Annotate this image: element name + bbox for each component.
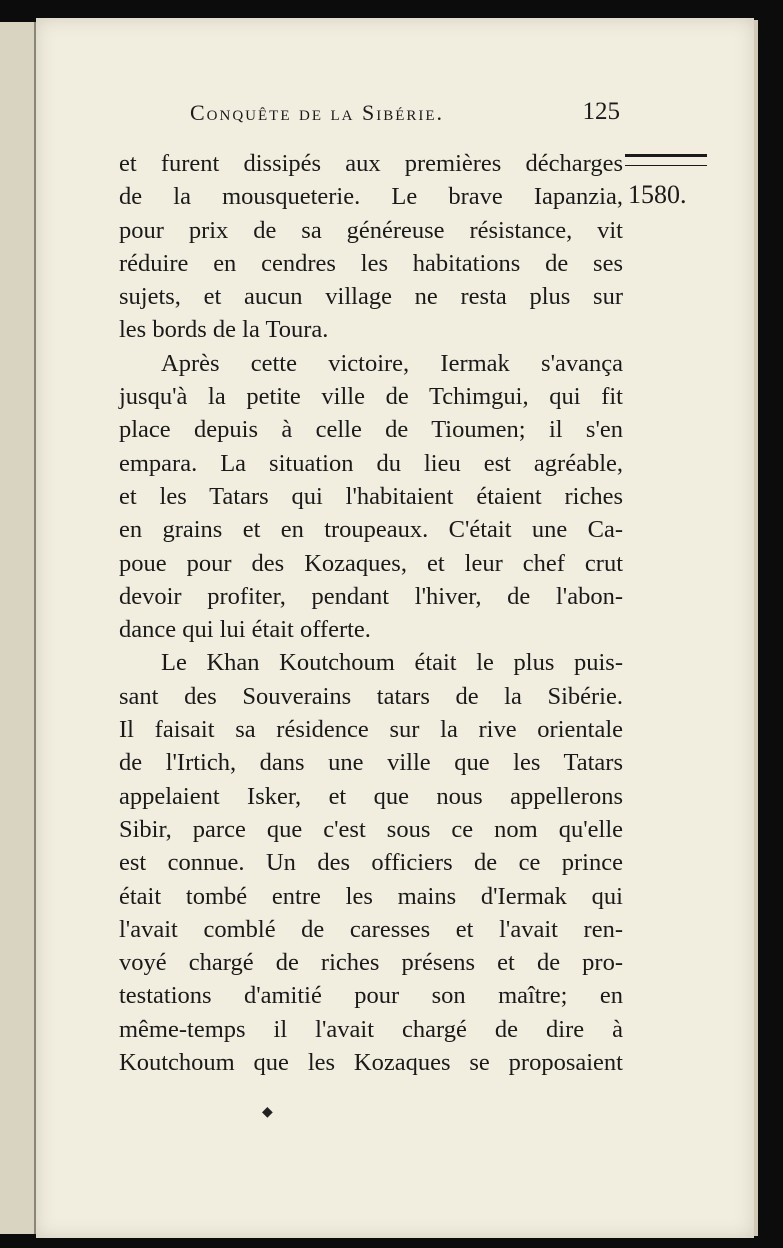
- ink-mark-icon: ◆: [262, 1105, 273, 1120]
- text-line: appelaient Isker, et que nous appellerons: [119, 782, 623, 810]
- text-line: même-temps il l'avait chargé de dire à: [119, 1015, 623, 1043]
- text-line: pour prix de sa généreuse résistance, vit: [119, 216, 623, 244]
- text-line: jusqu'à la petite ville de Tchimgui, qui fit: [119, 383, 623, 411]
- text-line: Le Khan Koutchoum était le plus puis-: [161, 649, 623, 677]
- text-line: empara. La situation du lieu est agréable,: [119, 449, 623, 477]
- margin-date: 1580.: [628, 180, 687, 209]
- text-line: place depuis à celle de Tioumen; il s'en: [119, 416, 623, 444]
- text-line: de l'Irtich, dans une ville que les Tatars: [119, 749, 623, 777]
- text-line: les bords de la Toura.: [119, 316, 329, 344]
- text-line: Après cette victoire, Iermak s'avança: [161, 349, 623, 377]
- text-line: était tombé entre les mains d'Iermak qui: [119, 882, 623, 910]
- text-line: poue pour des Kozaques, et leur chef crut: [119, 549, 623, 577]
- text-line: est connue. Un des officiers de ce prince: [119, 849, 623, 877]
- text-line: testations d'amitié pour son maître; en: [119, 982, 623, 1010]
- page-edge: [754, 20, 758, 1236]
- text-line: sujets, et aucun village ne resta plus sur: [119, 283, 623, 311]
- text-line: et les Tatars qui l'habitaient étaient riches: [119, 482, 623, 510]
- text-line: réduire en cendres les habitations de ses: [119, 249, 623, 277]
- text-line: sant des Souverains tatars de la Sibérie.: [119, 682, 623, 710]
- text-line: de la mousqueterie. Le brave Iapanzia,: [119, 183, 623, 211]
- text-line: Sibir, parce que c'est sous ce nom qu'elle: [119, 815, 623, 843]
- text-line: devoir profiter, pendant l'hiver, de l'abon-: [119, 582, 623, 610]
- margin-rule: [625, 154, 707, 166]
- text-line: l'avait comblé de caresses et l'avait ren-: [119, 915, 623, 943]
- text-line: et furent dissipés aux premières décharges: [119, 150, 623, 177]
- body-text: [119, 147, 623, 1079]
- page-number: 125: [582, 98, 620, 125]
- text-line: voyé chargé de riches présens et de pro-: [119, 949, 623, 977]
- text-line: en grains et en troupeaux. C'était une Ca-: [119, 516, 623, 544]
- text-line: Il faisait sa résidence sur la rive orientale: [119, 716, 623, 744]
- running-head: [190, 98, 630, 132]
- running-title: Conquête de la Sibérie.: [190, 100, 445, 125]
- text-line: Koutchoum que les Kozaques se proposaient: [119, 1049, 623, 1077]
- facing-page-edge: [0, 22, 36, 1234]
- text-line: dance qui lui était offerte.: [119, 616, 371, 644]
